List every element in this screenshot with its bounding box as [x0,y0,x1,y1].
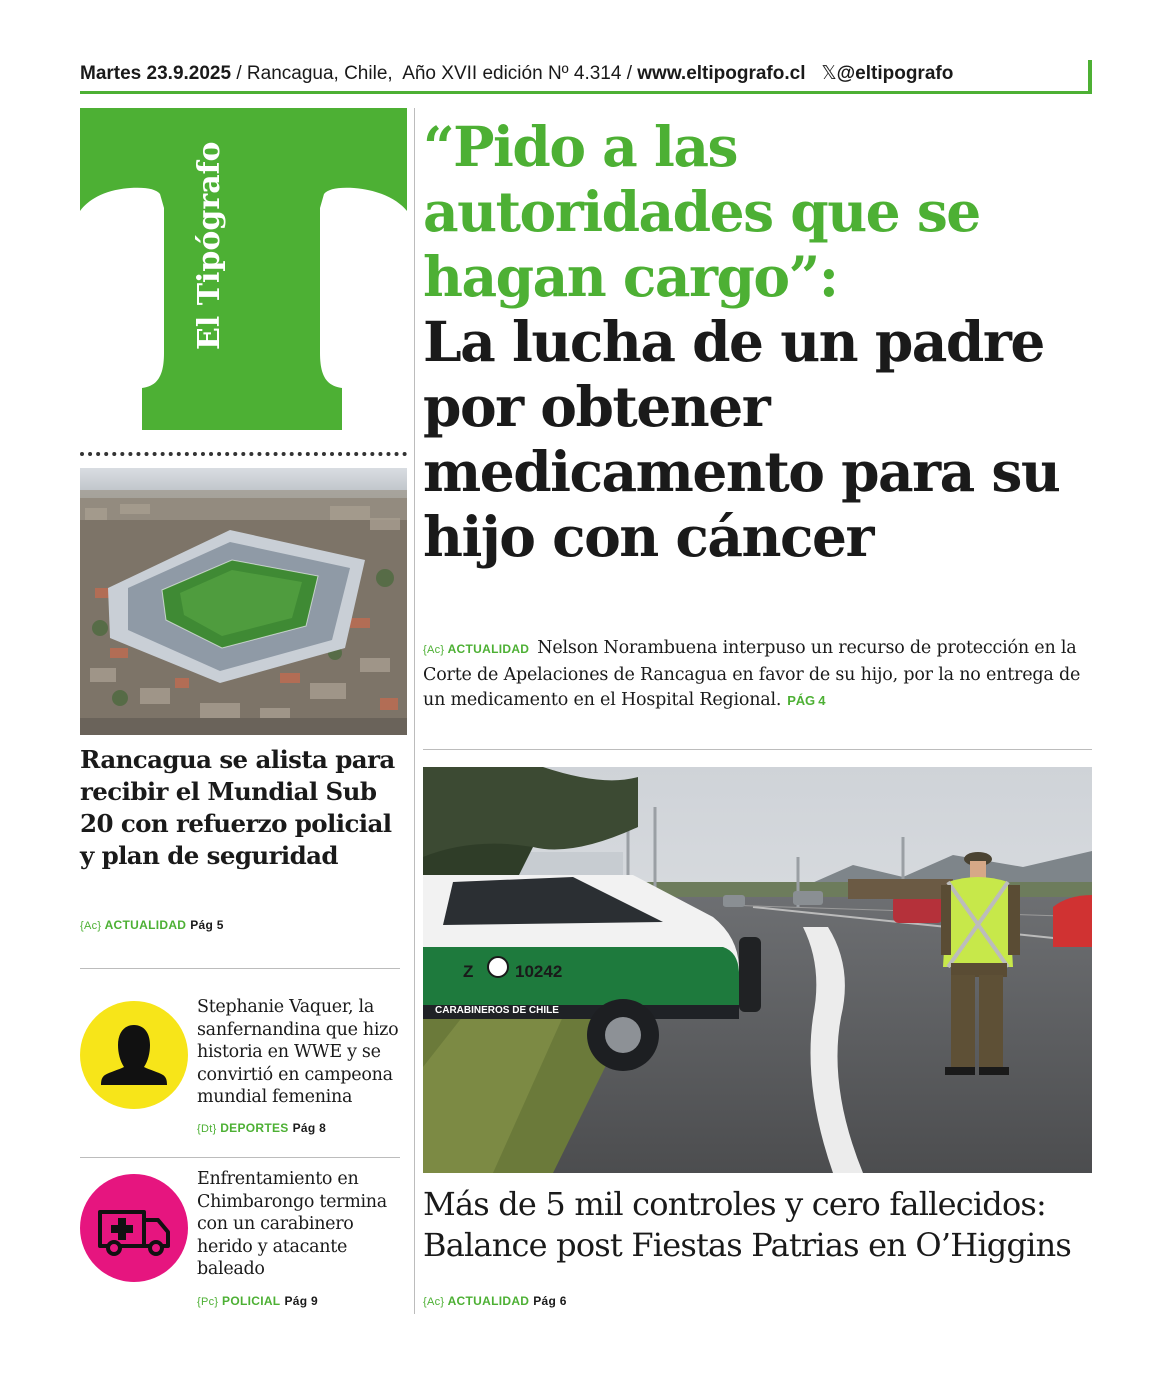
vehicle-number: 10242 [515,962,563,981]
header-accent-bar [1088,60,1092,91]
x-logo-icon: 𝕏 [821,63,837,84]
ambulance-circle [80,1174,188,1282]
separator: / [621,63,638,84]
carabineros-badge-icon [488,957,508,977]
horizontal-divider [80,1157,400,1158]
stadium-section-tag[interactable]: {Ac} ACTUALIDAD Pág 5 [80,918,224,932]
column-divider [414,108,415,1314]
vehicle-label: CARABINEROS DE CHILE [435,1005,559,1016]
horizontal-divider [423,749,1092,750]
headline-text: La lucha de un padre por obtener medicamento para su hijo con cáncer [423,309,1060,569]
newspaper-logo[interactable] [80,108,407,430]
social-handle-link[interactable]: @eltipografo [836,63,954,84]
issue-edition: Año XVII edición Nº 4.314 [402,63,622,84]
page-reference[interactable]: Pág 9 [284,1294,318,1308]
main-headline[interactable] [423,114,1103,569]
section-tag[interactable]: {Ac} ACTUALIDAD [423,642,530,656]
stadium-aerial-photo[interactable] [80,468,407,735]
page-reference[interactable]: Pág 6 [533,1294,567,1308]
wwe-story-title[interactable]: Stephanie Vaquer, la sanfernandina que hizo historia en WWE y se convirtió en campeona mundial femenina [197,997,399,1107]
t-letter-icon [80,108,407,430]
traffic-section-tag[interactable]: {Ac} ACTUALIDAD Pág 6 [423,1294,567,1308]
masthead-line [80,62,953,85]
page-reference[interactable]: PÁG 4 [787,693,826,708]
separator: / [231,63,247,84]
headline-quote: “Pido a las autoridades que se hagan cargo”: [423,114,980,309]
checkpoint-illustration [423,767,1092,1173]
person-silhouette-icon [80,1001,188,1109]
page-reference[interactable]: Pág 8 [292,1121,327,1135]
summary-text: Nelson Norambuena interpuso un recurso de protección en la Corte de Apelaciones de Rancagua en favor de su hijo, por la no entrega de un medicamento en el Hospital Regional. [423,638,1081,710]
page-reference[interactable]: Pág 5 [190,918,224,932]
vehicle-prefix: Z [463,962,474,981]
ambulance-icon [80,1174,188,1282]
main-story-summary [423,636,1093,713]
dotted-divider [80,452,407,456]
issue-location: Rancagua, Chile, [246,63,393,84]
police-section-tag[interactable]: {Pc} POLICIAL Pág 9 [197,1294,318,1308]
newspaper-name: El Tipógrafo [192,141,227,350]
traffic-story-title[interactable]: Más de 5 mil controles y cero fallecidos: Balance post Fiestas Patrias en O’Higgins [423,1185,1072,1264]
masthead-strip [80,60,1092,94]
carabineros-checkpoint-photo[interactable] [423,767,1092,1173]
issue-date: Martes 23.9.2025 [80,63,232,84]
police-story-title[interactable]: Enfrentamiento en Chimbarongo termina con un carabinero herido y atacante baleado [197,1169,387,1279]
wwe-section-tag[interactable]: {Dt} DEPORTES Pág 8 [197,1121,327,1135]
person-avatar-circle [80,1001,188,1109]
stadium-story-title[interactable]: Rancagua se alista para recibir el Mundial Sub 20 con refuerzo policial y plan de seguridad [80,745,395,870]
horizontal-divider [80,968,400,969]
website-link[interactable]: www.eltipografo.cl [637,63,806,84]
stadium-illustration [80,468,407,735]
